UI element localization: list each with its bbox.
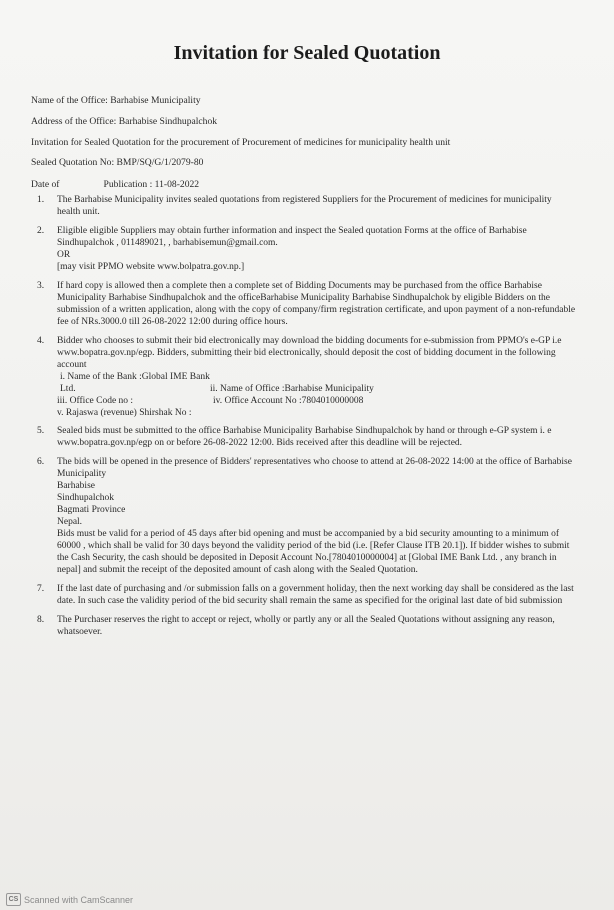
camscanner-logo-icon: CS xyxy=(6,893,21,906)
rajaswa-number: v. Rajaswa (revenue) Shirshak No : xyxy=(57,407,192,418)
item-number: 8. xyxy=(37,615,45,626)
item-text: [may visit PPMO website www.bolpatra.gov.np.] xyxy=(57,261,245,272)
item-text: Barhabise xyxy=(57,481,95,492)
item-text: Sindhupalchok xyxy=(57,493,114,504)
list-item xyxy=(32,457,577,577)
item-text: If the last date of purchasing and /or submission falls on a government holiday, then the next working day shall be considered as the last date. In such case the validity period of the bid security shall remain the same as specified for the original last date of bid submission xyxy=(57,584,574,607)
scanner-watermark xyxy=(6,893,133,906)
bank-name: i. Name of the Bank :Global IME Bank Ltd. xyxy=(60,371,210,394)
publication-value: Publication : 11-08-2022 xyxy=(103,179,200,190)
item-text: The Purchaser reserves the right to accept or reject, wholly or partly any or all the Sealed Quotations without assigning any reason, whatsoever. xyxy=(57,615,555,637)
item-text: If hard copy is allowed then a complete then a complete set of Bidding Documents may be purchased from the office Barhabise Municipality Barhabise Sindhupalchok and the officeBarhabise Municipality Barhabise Sindhupalchok by eligible Bidders on the submission of a written application, along with the copy of company/firm registration certificate, and upon payment of a non-refundable fee of NRs.3000.0 till 26-08-2022 12:00 during office hours. xyxy=(57,280,576,327)
item-number: 6. xyxy=(37,457,45,468)
item-number: 7. xyxy=(37,584,45,595)
list-item xyxy=(32,584,577,608)
item-text: Bidder who chooses to submit their bid electronically may download the bidding documents for e-submission from PPMO's e-GP i.e www.bopatra.gov.np/egp. Bidders, submitting their bid electronically, should deposit the cost of bidding document in the following account xyxy=(57,335,562,370)
account-office-name: ii. Name of Office :Barhabise Municipality xyxy=(210,383,374,394)
item-number: 3. xyxy=(37,280,45,291)
office-account-number: iv. Office Account No :7804010000008 xyxy=(213,395,364,406)
office-code: iii. Office Code no : xyxy=(57,395,134,406)
item-text: OR xyxy=(57,249,71,260)
invitation-line: Invitation for Sealed Quotation for the procurement of Procurement of medicines for municipality health unit xyxy=(31,137,451,148)
list-item xyxy=(32,615,577,639)
publication-date xyxy=(31,179,199,190)
office-name: Name of the Office: Barhabise Municipality xyxy=(31,95,201,106)
quotation-number: Sealed Quotation No: BMP/SQ/G/1/2079-80 xyxy=(31,157,204,168)
item-text: Bids must be valid for a period of 45 days after bid opening and must be accompanied by a bid security amounting to a minimum of 60000 , which shall be valid for 30 days beyond the validity period of the bid (i.e. [Refer Clause ITB 20.1]). If bidder wishes to submit the Cash Security, the cash should be deposited in Deposit Account No.[7804010000004] at [Global IME Bank Ltd. , any branch in nepal] and submit the receipt of the deposited amount of cash along with the Sealed Quotation. xyxy=(57,529,570,576)
item-number: 4. xyxy=(37,335,45,346)
item-text: Bagmati Province xyxy=(57,505,126,516)
office-address: Address of the Office: Barhabise Sindhupalchok xyxy=(31,116,218,127)
item-text: The bids will be opened in the presence of Bidders' representatives who choose to attend at 26-08-2022 14:00 at the office of Barhabise Municipality xyxy=(57,457,572,480)
bank-details-row xyxy=(57,372,577,396)
watermark-text: Scanned with CamScanner xyxy=(24,894,134,905)
page-title: Invitation for Sealed Quotation xyxy=(173,42,441,64)
item-number: 2. xyxy=(37,225,45,236)
list-item xyxy=(32,226,577,274)
item-number: 5. xyxy=(37,426,45,437)
bank-details-row xyxy=(57,396,577,408)
item-text: Eligible eligible Suppliers may obtain further information and inspect the Sealed quotation Forms at the office of Barhabise Sindhupalchok , 011489021, , barhabisemun@gmail.com. xyxy=(57,225,527,248)
item-number: 1. xyxy=(37,195,45,205)
item-text: Nepal. xyxy=(57,517,83,528)
list-item xyxy=(32,195,577,219)
item-text: The Barhabise Municipality invites sealed quotations from registered Suppliers for the Procurement of medicines for municipality health unit. xyxy=(57,195,552,217)
date-label: Date of xyxy=(31,179,60,190)
clause-list xyxy=(32,195,577,646)
list-item xyxy=(32,281,577,329)
list-item xyxy=(32,336,577,420)
list-item xyxy=(32,426,577,450)
item-text: Sealed bids must be submitted to the office Barhabise Municipality Barhabise Sindhupalchok by hand or through e-GP system i. e www.bopatra.gov.np/egp on or before 26-08-2022 12:00. Bids received after this deadline will be rejected. xyxy=(57,426,552,449)
